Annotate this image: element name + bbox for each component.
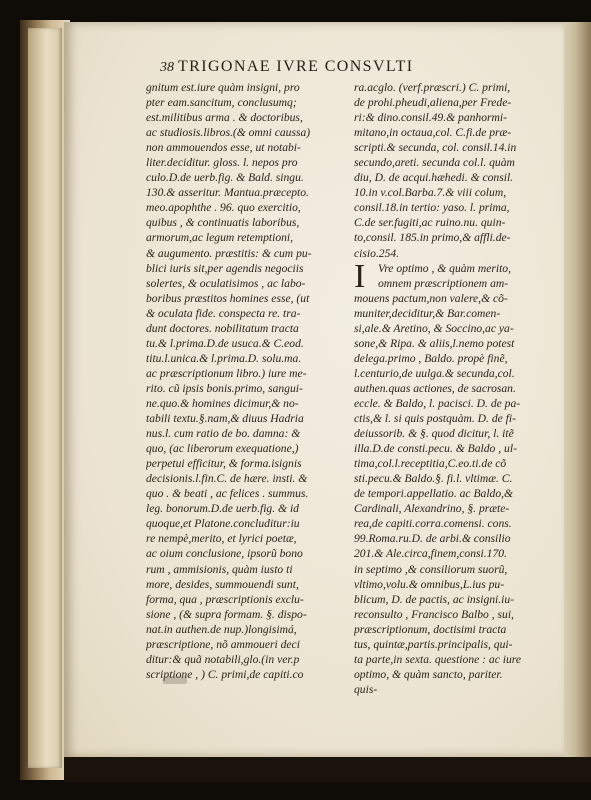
text-line: 201.& Ale.circa,finem,consi.170. — [354, 547, 507, 561]
text-line: Cardinali, Alexandrino, §. præte- — [354, 502, 510, 516]
text-line: ctis,& l. si quis postquàm. D. de fi- — [354, 412, 516, 426]
right-column-top-block — [354, 80, 554, 261]
text-line: C.de ser.fugiti,ac ruino.nu. quin- — [354, 216, 506, 230]
text-line: diu, D. de acqui.hæhedi. & consil. — [354, 171, 514, 185]
text-line: est.militibus arma . & doctoribus, — [146, 111, 303, 125]
text-line: blicum, D. de pactis, ac insigni.iu- — [354, 592, 515, 606]
text-line: quo . & beati , ac felices . summus. — [146, 487, 309, 501]
book-board-edge — [28, 28, 62, 768]
text-line: ra.acglo. (verf.præscri.) C. primi, — [354, 81, 511, 94]
text-line: secundo,areti. secunda col.l. quàm — [354, 156, 515, 170]
text-line: rea,de capiti.corra.comensi. cons. — [354, 517, 512, 531]
text-line: titu.l.unica.& l.prima.D. solu.ma. — [146, 351, 302, 365]
text-line: ac oium conclusione, ipsorũ bono — [146, 547, 303, 561]
text-line: rum , ammisionis, quàm iusto ti — [146, 562, 293, 576]
text-line: leg. bonorum.D.de uerb.fig. & id — [146, 502, 299, 516]
text-line: & oculata fide. conspecta re. tra- — [146, 306, 301, 320]
text-line: quis- — [354, 682, 378, 696]
text-line: eccle. & Baldo, l. pacisci. D. de pa- — [354, 396, 521, 410]
drop-cap-lines — [354, 257, 554, 295]
text-line: mitano,in octaua,col. C.fi.de præ- — [354, 126, 512, 140]
left-text-column — [146, 80, 346, 682]
text-line: illa.D.de consti.pecu. & Baldo , ul- — [354, 442, 517, 456]
text-line: meo.apophthe . 96. quo exercitio, — [146, 201, 301, 215]
text-line: liter.deciditur. gloss. l. nepos pro — [146, 156, 298, 170]
text-line: tu.& l.prima.D.de usuca.& C.eod. — [146, 336, 304, 350]
text-line: armorum,ac legum retemptioni, — [146, 231, 294, 245]
text-line: decisionis.l.fin.C. de hære. insti. & — [146, 472, 308, 486]
text-line: to,consil. 185.in primo,& affli.de- — [354, 231, 511, 245]
text-line: omnem præscriptionem am- — [378, 276, 509, 290]
text-line: delega.primo , Baldo. propè finẽ, — [354, 351, 508, 365]
text-line: blici iuris sit,per agendis negociis — [146, 261, 304, 275]
text-line: sti.pecu.& Baldo.§. fi.l. vltimæ. C. — [354, 472, 513, 486]
text-line: cisio.254. — [354, 246, 400, 260]
text-line: præscriptione, nõ ammoueri deci — [146, 637, 300, 651]
text-line: si,ale.& Aretino, & Soccino,ac ya- — [354, 321, 514, 335]
text-line: ditur:& quã notabili,glo.(in ver.p — [146, 652, 300, 666]
text-line: in septimo ,& consiliorum suorũ, — [354, 562, 508, 576]
text-line: more, desides, summouendi sunt, — [146, 577, 299, 591]
right-column-bottom-block — [354, 291, 554, 697]
text-line: sione , (& supra formam. §. dispo- — [146, 607, 307, 621]
page-number: 38 — [160, 60, 174, 75]
text-line: & augumento. præstitis: & cum pu- — [146, 246, 312, 260]
page-header — [160, 58, 550, 78]
scan-bottom-shadow — [64, 757, 591, 782]
text-line: re nempè,merito, et lyrici poetæ, — [146, 532, 297, 546]
book-right-edge — [564, 22, 591, 757]
text-line: nat.in authen.de nup.)longisimá, — [146, 622, 297, 636]
initial-paragraph — [354, 257, 554, 295]
text-line: nus.l. cum ratio de bo. damna: & — [146, 427, 301, 441]
text-line: quibus , & continuatis laboribus, — [146, 216, 300, 230]
text-line: ta parte,in sexta. questione : ac iure — [354, 652, 521, 666]
text-line: de prohi.pheudi,aliena,per Frede- — [354, 96, 512, 110]
text-line: perpetui efficitur, & forma.isignis — [146, 457, 302, 471]
text-line: tima,col.l.receptitia,C.eo.ti.de cõ — [354, 457, 507, 471]
text-line: l.centurio,de uulga.& secunda,col. — [354, 366, 515, 380]
text-line: sone,& Ripa. & aliis,l.nemo potest — [354, 336, 515, 350]
text-line: culo.D.de uerb.fig. & Bald. singu. — [146, 171, 304, 185]
text-line: solertes, & oculatisimos , ac labo- — [146, 276, 306, 290]
faded-stamp-mark — [163, 676, 187, 684]
text-line: forma, qua , præscriptionis exclu- — [146, 592, 304, 606]
running-title: TRIGONAE IVRE CONSVLTI — [178, 58, 414, 75]
text-line: boribus præstitos homines esse, (ut — [146, 291, 310, 305]
text-line: gnitum est.iure quàm insigni, pro — [146, 81, 300, 94]
text-line: deiussorib. & §. quod dicitur, l. itẽ — [354, 427, 514, 441]
text-line: 130.& asseritur. Mantua.præcepto. — [146, 186, 309, 200]
text-line: authen.quas actiones, de sacrosan. — [354, 381, 516, 395]
text-line: scripti.& secunda, col. consil.14.in — [354, 141, 517, 155]
drop-cap-initial: I — [354, 257, 366, 295]
text-line: ri:& dino.consil.49.& panhormi- — [354, 111, 507, 125]
text-line: muniter,deciditur,& Bar.comen- — [354, 306, 501, 320]
text-line: ac præscriptionum libro.) iure me- — [146, 366, 307, 380]
text-line: tus, quintæ,partis.principalis, qui- — [354, 637, 513, 651]
text-line: de tempori.appellatio. ac Baldo,& — [354, 487, 514, 501]
text-line: consil.18.in tertio: yaso. l. prima, — [354, 201, 510, 215]
text-line: non ammouendos esse, ut notabi- — [146, 141, 301, 155]
text-line: præscriptionum, doctisimi tracta — [354, 622, 507, 636]
text-line: 10.in v.col.Barba.7.& viii colum, — [354, 186, 507, 200]
text-line: rito. cũ ipsis bonis.primo, sangui- — [146, 381, 303, 395]
text-line: ne.quo.& homines dicimur,& no- — [146, 396, 299, 410]
text-line: dunt doctores. nobilitatum tracta — [146, 321, 299, 335]
text-line: Vre optimo , & quàm merito, — [378, 261, 511, 275]
text-line: scriptione , ) C. primi,de capiti.co — [146, 667, 304, 681]
text-line: pter eam.sancitum, conclusumq; — [146, 96, 297, 110]
text-line: optimo, & quàm sancto, pariter. — [354, 667, 503, 681]
text-line: quo, (ac liberorum exequatione,) — [146, 442, 299, 456]
text-line: 99.Roma.ru.D. de arbi.& consilio — [354, 532, 511, 546]
text-line: mouens pactum,non valere,& cõ- — [354, 291, 508, 305]
right-text-column — [354, 80, 554, 697]
text-line: quoque,et Platone.concluditur:iu — [146, 517, 300, 531]
text-line: ac studiosis.libros.(& omni caussa) — [146, 126, 311, 140]
text-line: reconsulto , Francisco Balbo , sui, — [354, 607, 514, 621]
text-line: tabili textu.§.nam,& diuus Hadria — [146, 412, 304, 426]
text-line: vltimo,volu.& omnibus,L.ius pu- — [354, 577, 505, 591]
